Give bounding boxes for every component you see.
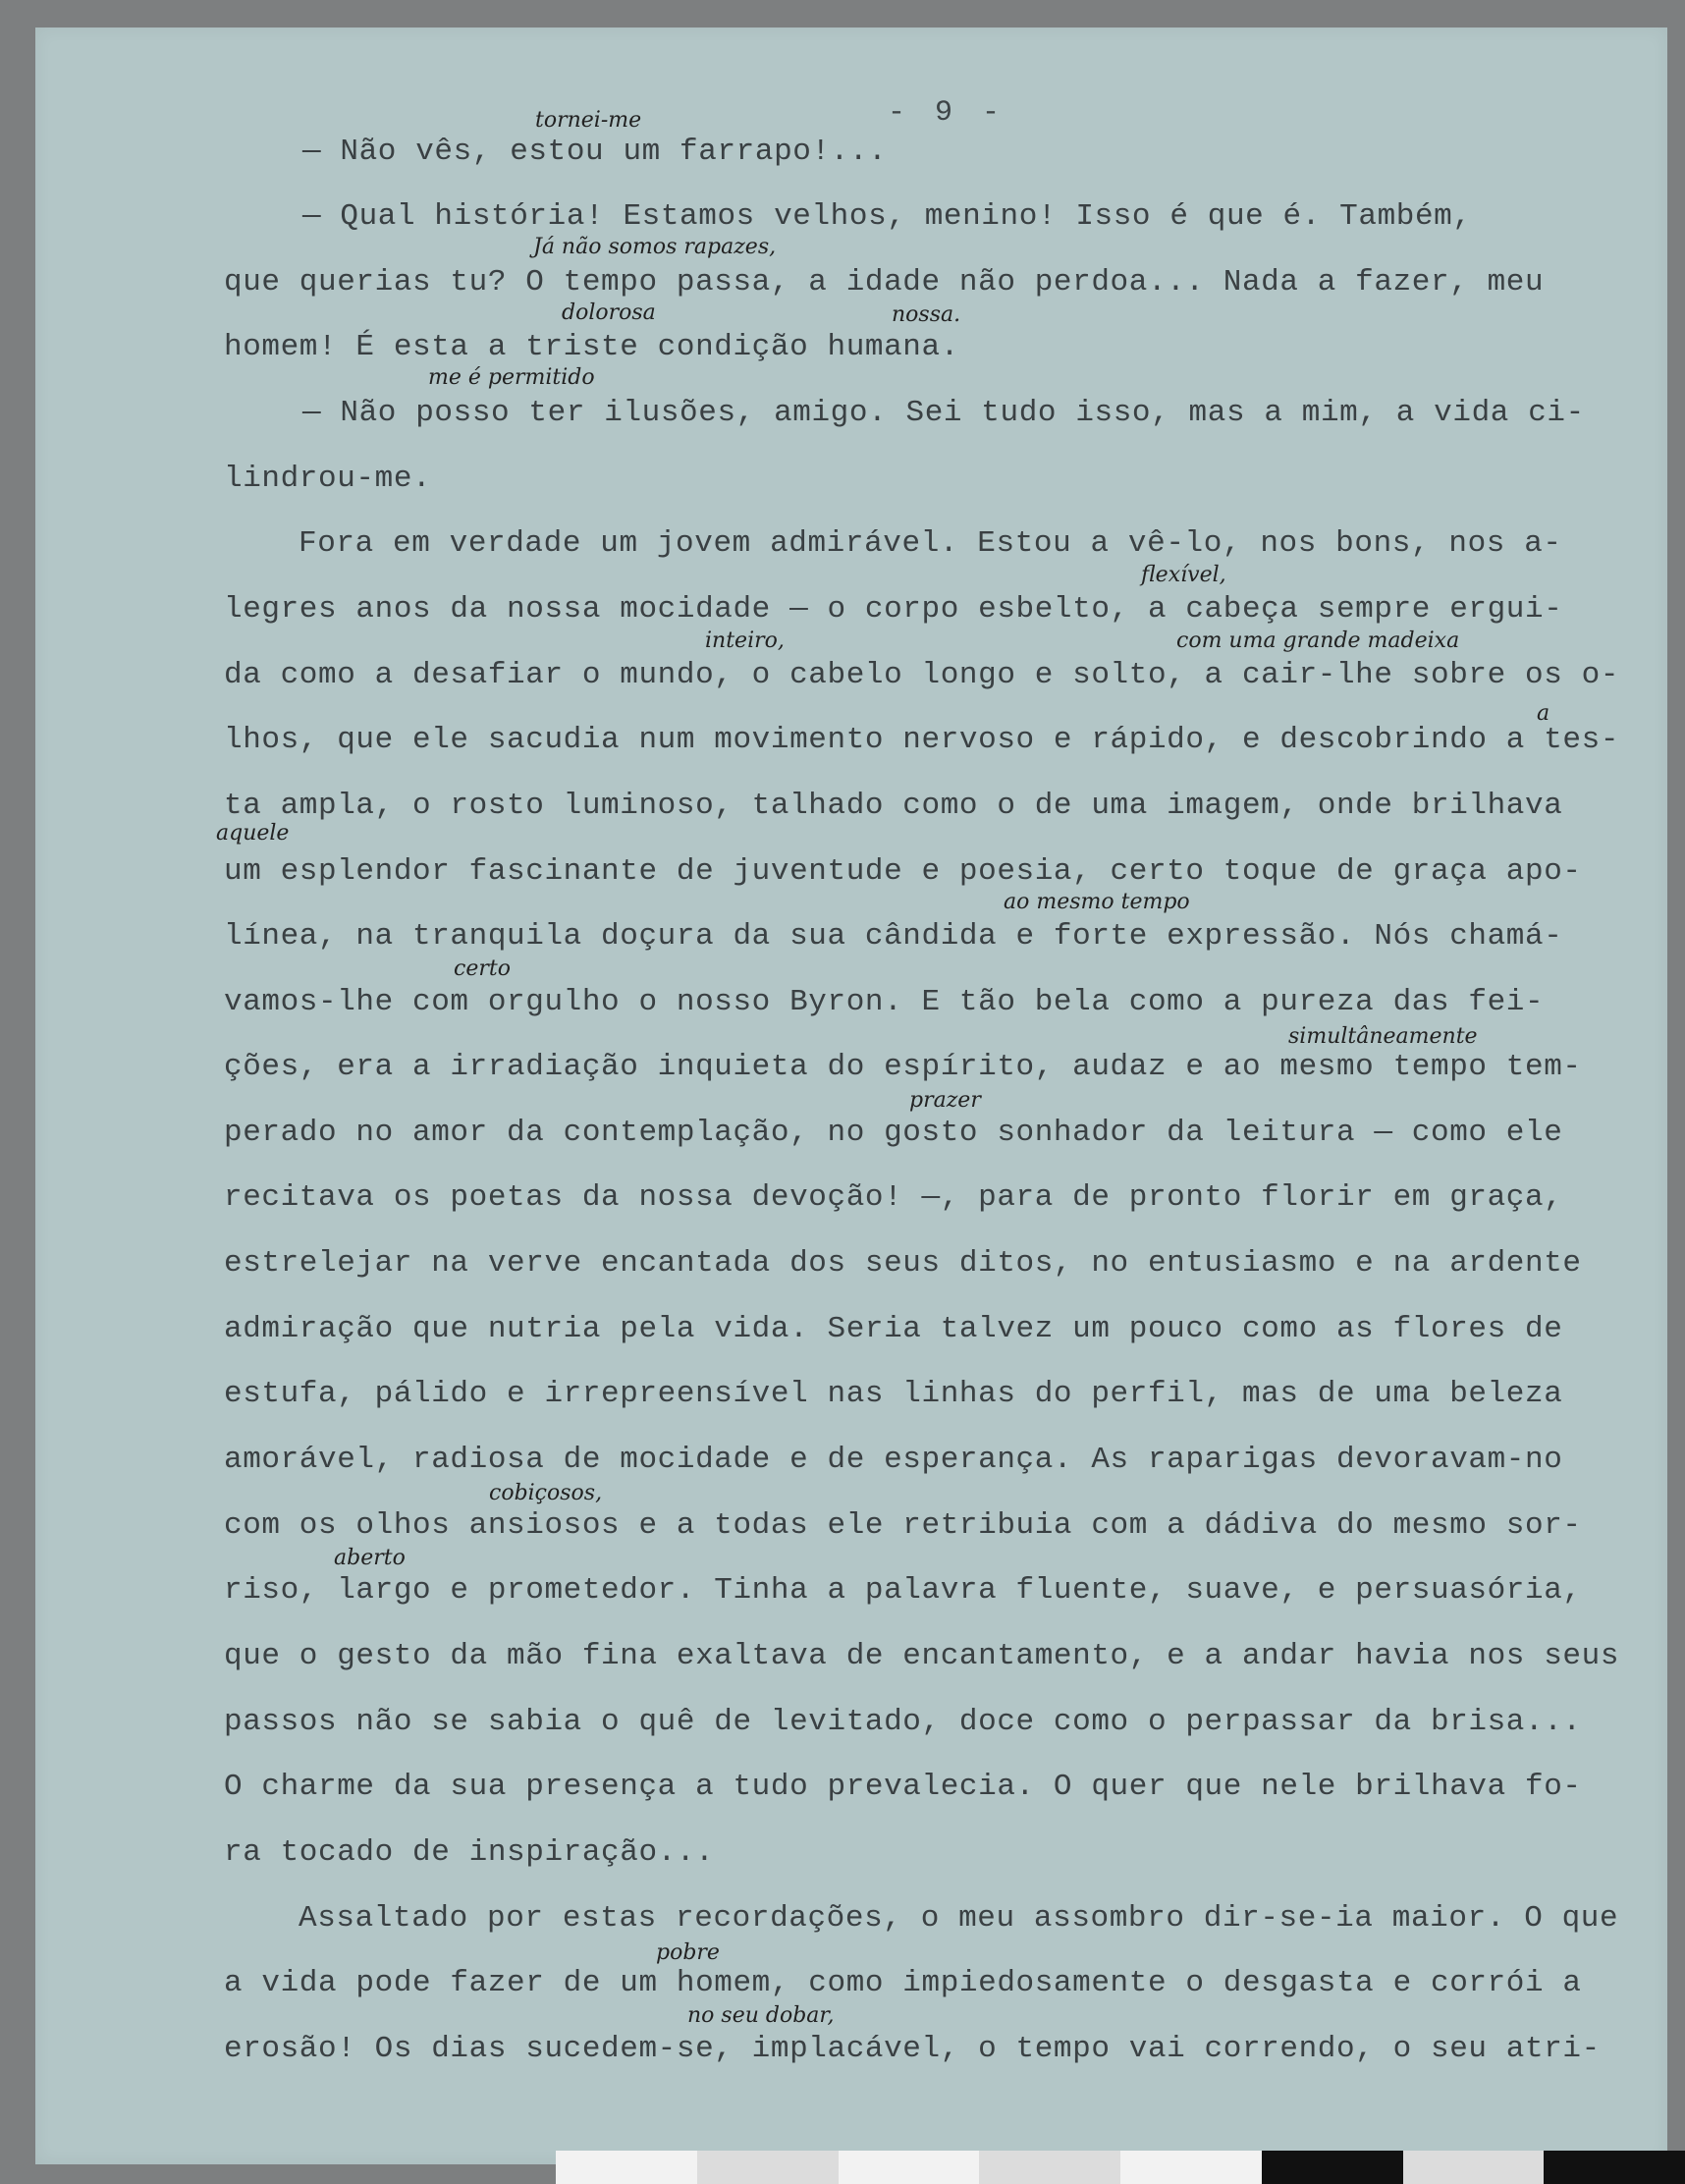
text-line: a vida pode fazer de um homem, como impiedosamente o desgasta e corrói a xyxy=(224,1966,1582,2000)
text-line: lindrou-me. xyxy=(224,462,432,496)
text-line: ra tocado de inspiração... xyxy=(224,1835,715,1870)
handwritten-insertion: com uma grande madeixa xyxy=(1176,628,1460,653)
handwritten-insertion: aquele xyxy=(216,821,290,846)
handwritten-insertion: no seu dobar, xyxy=(687,2003,835,2028)
page-number: - 9 - xyxy=(888,96,1006,130)
text-line: um esplendor fascinante de juventude e poesia, certo toque de graça apo- xyxy=(224,854,1582,889)
text-line: erosão! Os dias sucedem-se, implacável, o tempo vai correndo, o seu atri- xyxy=(224,2032,1601,2066)
handwritten-insertion: nossa. xyxy=(892,302,961,327)
scale-segment xyxy=(556,2151,697,2184)
handwritten-insertion: a xyxy=(1537,701,1550,726)
text-line: da como a desafiar o mundo, o cabelo longo e solto, a cair-lhe sobre os o- xyxy=(224,658,1620,692)
scale-segment xyxy=(1544,2151,1685,2184)
handwritten-insertion: inteiro, xyxy=(705,628,785,653)
handwritten-insertion: me é permitido xyxy=(428,365,595,390)
handwritten-insertion: tornei-me xyxy=(535,108,642,133)
text-line: ta ampla, o rosto luminoso, talhado como o de uma imagem, onde brilhava xyxy=(224,789,1563,823)
text-line: lhos, que ele sacudia num movimento nervoso e rápido, e descobrindo a tes- xyxy=(224,723,1620,757)
handwritten-insertion: dolorosa xyxy=(562,300,656,325)
handwritten-insertion: certo xyxy=(454,956,511,981)
scale-segment xyxy=(1403,2151,1545,2184)
text-line: que o gesto da mão fina exaltava de encantamento, e a andar havia nos seus xyxy=(224,1639,1620,1673)
scale-bar xyxy=(556,2151,1685,2184)
handwritten-insertion: simultâneamente xyxy=(1288,1024,1478,1049)
handwritten-insertion: cobiçosos, xyxy=(489,1481,603,1505)
text-line: legres anos da nossa mocidade — o corpo esbelto, a cabeça sempre ergui- xyxy=(224,592,1563,627)
text-line: admiração que nutria pela vida. Seria talvez um pouco como as flores de xyxy=(224,1312,1563,1346)
scale-segment xyxy=(1262,2151,1403,2184)
text-line: — Não vês, estou um farrapo!... xyxy=(302,135,888,169)
text-line: recitava os poetas da nossa devoção! —, para de pronto florir em graça, xyxy=(224,1180,1563,1215)
text-line: estrelejar na verve encantada dos seus ditos, no entusiasmo e na ardente xyxy=(224,1246,1582,1281)
text-line: Assaltado por estas recordações, o meu assombro dir-se-ia maior. O que xyxy=(299,1901,1619,1936)
handwritten-insertion: ao mesmo tempo xyxy=(1004,890,1190,914)
text-line: estufa, pálido e irrepreensível nas linhas do perfil, mas de uma beleza xyxy=(224,1377,1563,1411)
text-line: amorável, radiosa de mocidade e de esperança. As raparigas devoravam-no xyxy=(224,1443,1563,1477)
handwritten-insertion: Já não somos rapazes, xyxy=(533,235,777,259)
text-line: ções, era a irradiação inquieta do espírito, audaz e ao mesmo tempo tem- xyxy=(224,1050,1582,1084)
scale-segment xyxy=(697,2151,839,2184)
handwritten-insertion: flexível, xyxy=(1141,563,1226,587)
text-line: — Não posso ter ilusões, amigo. Sei tudo isso, mas a mim, a vida ci- xyxy=(302,396,1585,430)
text-line: perado no amor da contemplação, no gosto sonhador da leitura — como ele xyxy=(224,1116,1563,1150)
scale-segment xyxy=(839,2151,980,2184)
text-line: riso, largo e prometedor. Tinha a palavra fluente, suave, e persuasória, xyxy=(224,1573,1582,1608)
handwritten-insertion: prazer xyxy=(909,1088,981,1113)
text-line: línea, na tranquila doçura da sua cândida e forte expressão. Nós chamá- xyxy=(224,919,1563,954)
text-line: vamos-lhe com orgulho o nosso Byron. E tão bela como a pureza das fei- xyxy=(224,985,1545,1019)
text-line: Fora em verdade um jovem admirável. Estou a vê-lo, nos bons, nos a- xyxy=(299,526,1562,561)
text-line: — Qual história! Estamos velhos, menino! Isso é que é. Também, xyxy=(302,199,1472,234)
text-line: homem! É esta a triste condição humana. xyxy=(224,330,959,364)
text-line: O charme da sua presença a tudo prevalecia. O quer que nele brilhava fo- xyxy=(224,1770,1582,1804)
text-line: com os olhos ansiosos e a todas ele retribuia com a dádiva do mesmo sor- xyxy=(224,1508,1582,1543)
scale-segment xyxy=(979,2151,1120,2184)
scale-segment xyxy=(1120,2151,1262,2184)
handwritten-insertion: pobre xyxy=(656,1940,720,1965)
text-line: passos não se sabia o quê de levitado, doce como o perpassar da brisa... xyxy=(224,1705,1582,1739)
handwritten-insertion: aberto xyxy=(334,1546,406,1570)
text-line: que querias tu? O tempo passa, a idade não perdoa... Nada a fazer, meu xyxy=(224,265,1545,300)
